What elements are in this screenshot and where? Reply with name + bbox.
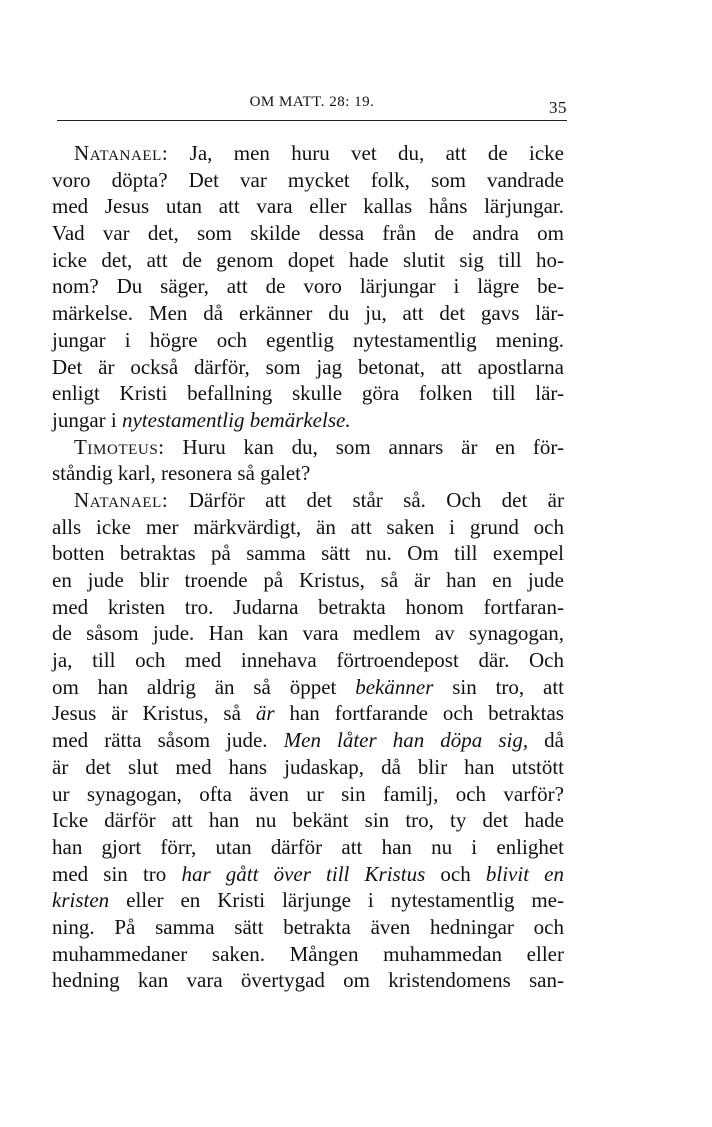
text-line (52, 647, 564, 674)
text-line (52, 887, 564, 914)
emphasis-text: har gått över till Kristus (181, 861, 426, 886)
text-line (52, 167, 564, 194)
line-text: en jude blir troende på Kristus, så är han en jude (52, 568, 564, 592)
line-text: Det är också därför, som jag betonat, att apostlarna (52, 354, 564, 379)
emphasis-text: Men låter han döpa sig, (283, 728, 529, 753)
header-rule (57, 120, 567, 121)
line-text: icke det, att de genom dopet hade slutit sig till ho- (52, 247, 564, 272)
text-line (52, 781, 564, 808)
text-line (52, 540, 564, 567)
line-text: voro döpta? Det var mycket folk, som vandrade (52, 167, 564, 192)
line-text: ja, till och med innehava förtroendepost där. Och (52, 648, 564, 673)
text-line (52, 140, 564, 167)
line-text: med rätta såsom jude. (52, 728, 284, 753)
line-text: jungar i (52, 407, 122, 432)
line-text: ståndig karl, resonera så galet? (52, 461, 311, 486)
line-text: enligt Kristi befallning skulle göra folken till lär- (52, 381, 564, 406)
line-text: ur synagogan, ofta även ur sin familj, och varför? (52, 781, 564, 806)
speaker-name: Natanael: (74, 141, 169, 165)
page-number: 35 (549, 98, 567, 117)
line-text: och (425, 861, 486, 886)
line-text: botten betraktas på samma sätt nu. Om till exempel (52, 541, 564, 566)
line-text: Icke därför att han nu bekänt sin tro, ty det hade (52, 808, 564, 833)
emphasis-text: nytestamentlig bemärkelse. (121, 407, 351, 432)
text-line (52, 407, 564, 434)
text-line (52, 300, 564, 327)
line-text: muhammedaner saken. Mången muhammedan eller (52, 941, 564, 966)
line-text: alls icke mer märkvärdigt, än att saken i grund och (52, 514, 564, 539)
text-line (52, 247, 564, 274)
line-text: ning. På samma sätt betrakta även hedningar och (52, 914, 564, 939)
text-line (52, 807, 564, 834)
text-line (52, 354, 564, 381)
line-text: om han aldrig än så öppet (52, 674, 356, 699)
text-line (52, 941, 564, 968)
running-header (57, 94, 567, 116)
line-text: nom? Du säger, att de voro lärjungar i lägre be- (52, 274, 564, 299)
speaker-name: Natanael: (74, 487, 169, 512)
text-line (52, 594, 564, 621)
text-line (52, 327, 564, 354)
text-line (52, 700, 564, 727)
line-text: sin tro, att (433, 674, 565, 699)
text-line (52, 967, 564, 994)
line-text: eller en Kristi lärjunge i nytestamentlig me- (109, 888, 564, 913)
text-line (52, 727, 564, 754)
text-line (52, 674, 564, 701)
line-text: han gjort förr, utan därför att han nu i enlighet (52, 834, 564, 859)
text-line (52, 193, 564, 220)
text-line (52, 567, 564, 594)
text-line (52, 380, 564, 407)
text-line (52, 861, 564, 888)
text-line (52, 834, 564, 861)
line-text: Därför att det står så. Och det är (168, 487, 564, 512)
line-text: de såsom jude. Han kan vara medlem av synagogan, (52, 621, 564, 646)
text-line (52, 220, 564, 247)
text-line (52, 273, 564, 300)
line-text: med Jesus utan att vara eller kallas håns lärjungar. (52, 194, 564, 219)
line-text: jungar i högre och egentlig nytestamentlig mening. (52, 327, 564, 352)
text-line (52, 514, 564, 541)
body-text (52, 140, 564, 994)
text-line (52, 620, 564, 647)
emphasis-text: bekänner (355, 674, 434, 699)
emphasis-text: kristen (52, 888, 110, 913)
text-line (52, 914, 564, 941)
emphasis-text: blivit en (485, 861, 565, 886)
line-text: Vad var det, som skilde dessa från de andra om (52, 221, 564, 246)
line-text: hedning kan vara övertygad om kristendomens san- (52, 968, 564, 993)
line-text: då (528, 728, 564, 753)
line-text: han fortfarande och betraktas (274, 701, 564, 726)
line-text: Jesus är Kristus, så (52, 701, 256, 726)
running-title: OM MATT. 28: 19. (249, 94, 375, 110)
emphasis-text: är (255, 701, 275, 726)
text-line (52, 434, 564, 461)
line-text: med kristen tro. Judarna betrakta honom fortfaran- (52, 594, 564, 619)
speaker-name: Timoteus: (74, 434, 165, 459)
line-text: Huru kan du, som annars är en för- (164, 434, 564, 459)
text-line (52, 754, 564, 781)
line-text: är det slut med hans judaskap, då blir han utstött (52, 754, 564, 779)
line-text: Ja, men huru vet du, att de icke (168, 141, 564, 165)
text-line (52, 487, 564, 514)
text-line (52, 460, 564, 487)
line-text: märkelse. Men då erkänner du ju, att det gavs lär- (52, 301, 564, 326)
line-text: med sin tro (52, 861, 182, 886)
